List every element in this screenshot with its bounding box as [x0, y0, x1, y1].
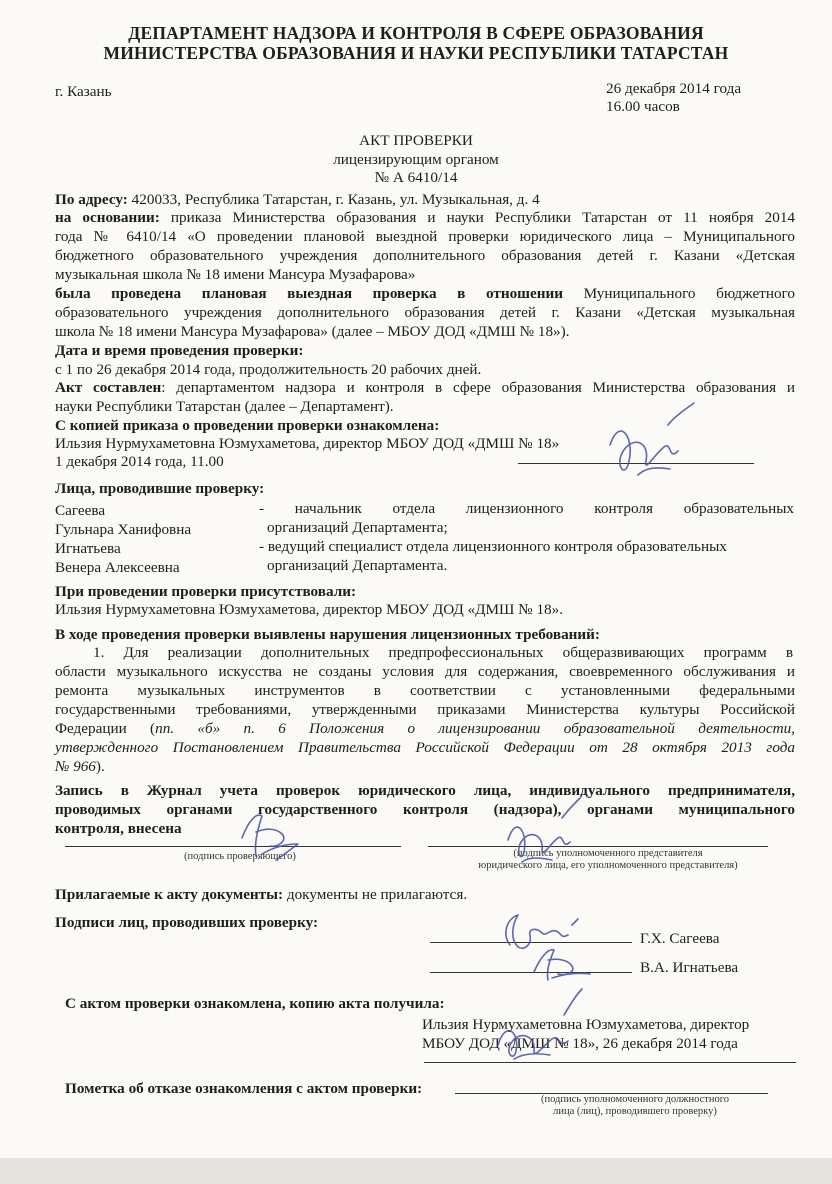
inspectors-label: Лица, проводившие проверку:	[55, 480, 265, 497]
violation-line-3: ремонта музыкальных инструментов в соответствии с установленными федеральными	[55, 682, 795, 699]
attachments-line	[55, 885, 467, 905]
signatures-label: Подписи лиц, проводивших проверку:	[55, 914, 319, 931]
received-line-1: Ильзия Нурмухаметовна Юзмухаметова, директор	[422, 1016, 750, 1033]
basis-line-1	[55, 208, 795, 228]
signature-line-received	[424, 1062, 796, 1063]
journal-line-2: проводимых органами государственного контроля (надзора), органами муниципального	[55, 801, 795, 818]
inspector-1-name: Гульнара Ханифовна	[55, 521, 192, 538]
address-label: По адресу:	[55, 191, 128, 208]
signer-ignatieva: В.А. Игнатьева	[640, 959, 739, 976]
attachments-value: документы не прилагаются.	[286, 886, 468, 903]
violation-line-5	[55, 719, 795, 739]
received-label: С актом проверки ознакомлена, копию акта получила:	[65, 995, 445, 1012]
inspector-2-role-b: организаций Департамента.	[267, 557, 448, 574]
place: г. Казань	[55, 83, 112, 100]
order-copy-date: 1 декабря 2014 года, 11.00	[55, 453, 224, 470]
violation-line-2: области музыкального искусства не созданы условия для содержания, своевременного обслуживания и	[55, 663, 795, 680]
director-signature-1	[598, 395, 698, 485]
inspector-signature	[232, 798, 312, 866]
order-copy-name: Ильзия Нурмухаметовна Юзмухаметова, директор МБОУ ДОД «ДМШ № 18»	[55, 435, 560, 452]
inspection-line-2: образовательного учреждения дополнительного образования детей г. Казани «Детская музыкальная	[55, 304, 795, 321]
basis-line-2: года № 6410/14 «О проведении плановой выездной проверки юридического лица – Муниципального	[55, 228, 795, 245]
act-date: 26 декабря 2014 года	[606, 80, 742, 97]
inspector-2-name: Венера Алексеевна	[55, 559, 180, 576]
inspection-line-3: школа № 18 имени Мансура Музафарова» (далее – МБОУ ДОД «ДМШ № 18»).	[55, 323, 570, 340]
address-line	[55, 190, 540, 210]
compiled-label: Акт составлен	[55, 379, 162, 396]
present-label: При проведении проверки присутствовали:	[55, 583, 357, 600]
header-line-1: ДЕПАРТАМЕНТ НАДЗОРА И КОНТРОЛЯ В СФЕРЕ ОБРАЗОВАНИЯ	[128, 23, 704, 43]
violation-line-1: 1. Для реализации дополнительных предпрофессиональных общеразвивающих программ в	[93, 644, 793, 661]
attachments-label: Прилагаемые к акту документы:	[55, 886, 284, 903]
journal-line-1: Запись в Журнал учета проверок юридического лица, индивидуального предпринимателя,	[55, 782, 795, 799]
received-line-2: МБОУ ДОД «ДМШ № 18», 26 декабря 2014 года	[422, 1035, 738, 1052]
inspection-text-1: Муниципального бюджетного	[583, 285, 795, 302]
violation-line-5b: пп. «б» п. 6 Положения о лицензировании образовательной деятельности,	[155, 720, 795, 737]
inspector-1-role-b: организаций Департамента;	[267, 519, 448, 536]
violation-line-7	[55, 757, 105, 777]
violation-line-5a: Федерации (	[55, 720, 156, 737]
datetime-label: Дата и время проведения проверки:	[55, 342, 304, 359]
inspector-1-surname: Сагеева	[55, 502, 106, 519]
violation-line-6: утвержденного Постановлением Правительства Российской Федерации от 28 октября 2013 года	[55, 739, 795, 756]
inspection-line-1	[55, 284, 795, 304]
signature-line-representative	[428, 846, 768, 847]
inspector-2-surname: Игнатьева	[55, 540, 121, 557]
scan-bottom-edge	[0, 1158, 832, 1184]
basis-label: на основании:	[55, 209, 160, 226]
director-signature-2	[498, 792, 582, 868]
header-line-2: МИНИСТЕРСТВА ОБРАЗОВАНИЯ И НАУКИ РЕСПУБЛИКИ ТАТАРСТАН	[103, 43, 729, 63]
basis-text-1: приказа Министерства образования и науки Республики Татарстан от 11 ноября 2014	[170, 209, 796, 226]
inspector-1-role-a: - начальник отдела лицензионного контроля образовательных	[259, 500, 794, 517]
compiled-text-1: : департаментом надзора и контроля в сфере образования Министерства образования и	[161, 379, 795, 396]
refusal-caption-1: (подпись уполномоченного должностного	[540, 1094, 730, 1105]
inspector-2-role-a: - ведущий специалист отдела лицензионного контроля образовательных	[259, 538, 727, 555]
basis-line-4: музыкальная школа № 18 имени Мансура Музафарова»	[55, 266, 416, 283]
violation-line-4: государственными требованиями, утвержденными приказами Министерства культуры Российской	[55, 701, 795, 718]
inspection-label: была проведена плановая выездная проверка в отношении	[55, 285, 563, 302]
order-copy-label: С копией приказа о проведении проверки ознакомлена:	[55, 417, 440, 434]
compiled-line-2: науки Республики Татарстан (далее – Департамент).	[55, 398, 394, 415]
director-signature-3	[484, 985, 594, 1065]
caption-representative-2: юридического лица, его уполномоченного представителя)	[478, 860, 738, 871]
refusal-caption-2: лица (лиц), проводившего проверку)	[553, 1106, 717, 1117]
basis-line-3: бюджетного образовательного учреждения дополнительного образования детей г. Казани «Детская	[55, 247, 795, 264]
act-time: 16.00 часов	[606, 98, 680, 115]
caption-representative-1: (подпись уполномоченного представителя	[513, 848, 703, 859]
datetime-value: с 1 по 26 декабря 2014 года, продолжительность 20 рабочих дней.	[55, 361, 482, 378]
present-value: Ильзия Нурмухаметовна Юзмухаметова, директор МБОУ ДОД «ДМШ № 18».	[55, 601, 564, 618]
ignatieva-signature	[522, 938, 602, 986]
signer-sageeva: Г.Х. Сагеева	[640, 930, 720, 947]
refusal-label: Пометка об отказе ознакомления с актом проверки:	[65, 1080, 423, 1097]
act-title: АКТ ПРОВЕРКИ	[359, 132, 473, 149]
act-subtitle: лицензирующим органом	[333, 151, 499, 168]
journal-line-3: контроля, внесена	[55, 820, 182, 837]
violation-line-7b: ).	[95, 758, 105, 775]
act-number: № А 6410/14	[374, 169, 458, 186]
violation-line-7a: № 966	[55, 758, 96, 775]
caption-inspector: (подпись проверяющего)	[184, 851, 296, 862]
address-value: 420033, Республика Татарстан, г. Казань, ул. Музыкальная, д. 4	[131, 191, 540, 208]
violations-label: В ходе проведения проверки выявлены нарушения лицензионных требований:	[55, 626, 600, 643]
